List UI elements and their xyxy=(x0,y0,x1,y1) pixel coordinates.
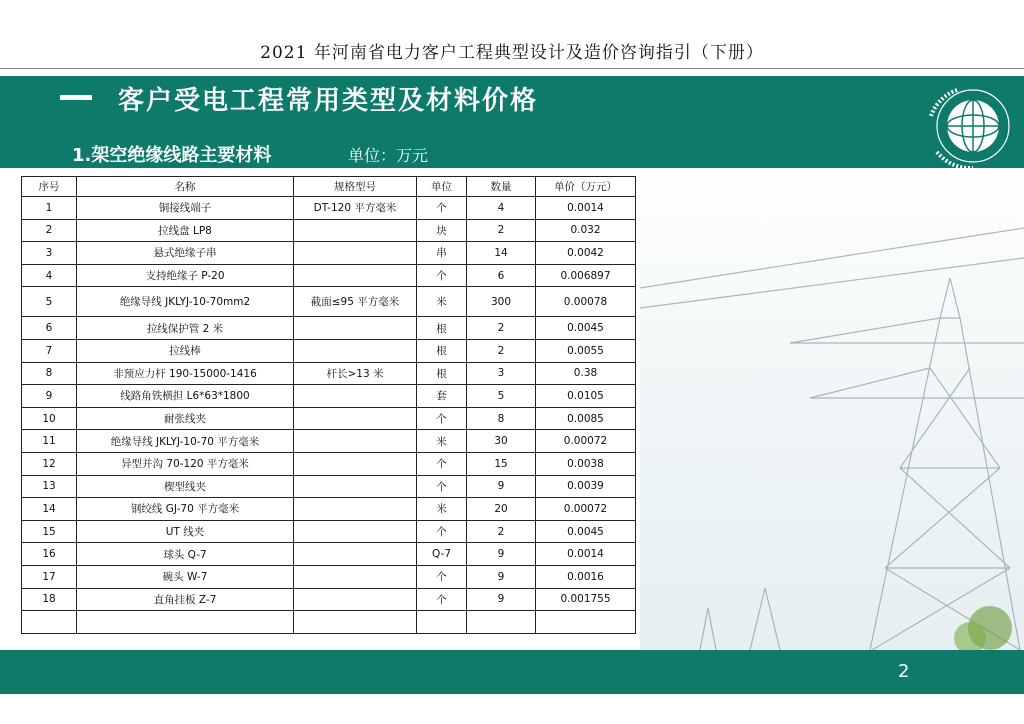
name-cell: 支持绝缘子 P-20 xyxy=(77,264,294,287)
name-cell: 绝缘导线 JKLYJ-10-70 平方毫米 xyxy=(77,430,294,453)
quantity-cell: 3 xyxy=(467,362,536,385)
name-cell: 拉线棒 xyxy=(77,339,294,362)
quantity-cell: 4 xyxy=(467,197,536,220)
name-cell: 拉线盘 LP8 xyxy=(77,219,294,242)
table-row xyxy=(22,197,636,220)
spec-cell xyxy=(294,543,417,566)
name-cell: 直角挂板 Z-7 xyxy=(77,588,294,611)
quantity-cell: 9 xyxy=(467,543,536,566)
row-number-cell: 5 xyxy=(22,287,77,317)
row-number-cell: 16 xyxy=(22,543,77,566)
row-number-cell: 17 xyxy=(22,565,77,588)
unit-label: 单位：万元 xyxy=(348,146,429,165)
table-row xyxy=(22,317,636,340)
unit-cell: 根 xyxy=(417,317,467,340)
spec-cell xyxy=(294,498,417,521)
row-number-cell: 8 xyxy=(22,362,77,385)
column-header: 单价（万元） xyxy=(536,177,636,197)
spec-cell xyxy=(294,317,417,340)
unit-cell: 个 xyxy=(417,565,467,588)
row-number-cell xyxy=(22,611,77,634)
materials-table-container xyxy=(21,176,635,634)
unit-cell: 个 xyxy=(417,197,467,220)
table-row xyxy=(22,219,636,242)
name-cell: 非预应力杆 190-15000-1416 xyxy=(77,362,294,385)
name-cell: 异型并沟 70-120 平方毫米 xyxy=(77,452,294,475)
table-row xyxy=(22,430,636,453)
spec-cell xyxy=(294,588,417,611)
spec-cell: 截面≤95 平方毫米 xyxy=(294,287,417,317)
row-number-cell: 18 xyxy=(22,588,77,611)
unit-price-cell: 0.0014 xyxy=(536,197,636,220)
row-number-cell: 11 xyxy=(22,430,77,453)
quantity-cell: 2 xyxy=(467,520,536,543)
name-cell: 耐张线夹 xyxy=(77,407,294,430)
spec-cell xyxy=(294,407,417,430)
table-row xyxy=(22,475,636,498)
name-cell: 钢绞线 GJ-70 平方毫米 xyxy=(77,498,294,521)
unit-price-cell: 0.0045 xyxy=(536,317,636,340)
unit-price-cell: 0.0039 xyxy=(536,475,636,498)
row-number-cell: 12 xyxy=(22,452,77,475)
name-cell xyxy=(77,611,294,634)
unit-cell: 块 xyxy=(417,219,467,242)
spec-cell xyxy=(294,452,417,475)
spec-cell xyxy=(294,339,417,362)
table-row xyxy=(22,520,636,543)
row-number-cell: 13 xyxy=(22,475,77,498)
spec-cell xyxy=(294,219,417,242)
spec-cell xyxy=(294,264,417,287)
unit-price-cell: 0.032 xyxy=(536,219,636,242)
section-dash xyxy=(60,95,92,100)
name-cell: UT 线夹 xyxy=(77,520,294,543)
table-row xyxy=(22,407,636,430)
spec-cell xyxy=(294,430,417,453)
table-row xyxy=(22,452,636,475)
name-cell: 楔型线夹 xyxy=(77,475,294,498)
quantity-cell: 2 xyxy=(467,339,536,362)
row-number-cell: 2 xyxy=(22,219,77,242)
row-number-cell: 4 xyxy=(22,264,77,287)
spec-cell xyxy=(294,385,417,408)
unit-cell: 套 xyxy=(417,385,467,408)
footer-bar xyxy=(0,650,1024,694)
spec-cell xyxy=(294,242,417,265)
unit-cell: 个 xyxy=(417,475,467,498)
unit-price-cell: 0.0085 xyxy=(536,407,636,430)
unit-cell: 根 xyxy=(417,362,467,385)
quantity-cell: 6 xyxy=(467,264,536,287)
spec-cell: DT-120 平方毫米 xyxy=(294,197,417,220)
column-header: 规格型号 xyxy=(294,177,417,197)
unit-price-cell: 0.38 xyxy=(536,362,636,385)
name-cell: 悬式绝缘子串 xyxy=(77,242,294,265)
table-row xyxy=(22,264,636,287)
table-row xyxy=(22,611,636,634)
table-row xyxy=(22,543,636,566)
unit-price-cell: 0.0055 xyxy=(536,339,636,362)
unit-cell: 米 xyxy=(417,287,467,317)
quantity-cell xyxy=(467,611,536,634)
row-number-cell: 3 xyxy=(22,242,77,265)
quantity-cell: 15 xyxy=(467,452,536,475)
table-row xyxy=(22,588,636,611)
sub-title: 1.架空绝缘线路主要材料 xyxy=(72,145,272,166)
document-title: 2021 年河南省电力客户工程典型设计及造价咨询指引（下册） xyxy=(260,43,764,63)
name-cell: 拉线保护管 2 米 xyxy=(77,317,294,340)
spec-cell xyxy=(294,475,417,498)
unit-price-cell: 0.006897 xyxy=(536,264,636,287)
name-cell: 铜接线端子 xyxy=(77,197,294,220)
name-cell: 球头 Q-7 xyxy=(77,543,294,566)
unit-cell: 个 xyxy=(417,588,467,611)
name-cell: 绝缘导线 JKLYJ-10-70mm2 xyxy=(77,287,294,317)
page-number: 2 xyxy=(898,661,910,682)
unit-cell: 米 xyxy=(417,430,467,453)
unit-price-cell: 0.0038 xyxy=(536,452,636,475)
row-number-cell: 10 xyxy=(22,407,77,430)
materials-table xyxy=(21,176,636,634)
spec-cell: 杆长>13 米 xyxy=(294,362,417,385)
column-header: 序号 xyxy=(22,177,77,197)
quantity-cell: 5 xyxy=(467,385,536,408)
row-number-cell: 15 xyxy=(22,520,77,543)
quantity-cell: 300 xyxy=(467,287,536,317)
quantity-cell: 14 xyxy=(467,242,536,265)
spec-cell xyxy=(294,520,417,543)
quantity-cell: 30 xyxy=(467,430,536,453)
row-number-cell: 9 xyxy=(22,385,77,408)
quantity-cell: 2 xyxy=(467,219,536,242)
column-header: 数量 xyxy=(467,177,536,197)
unit-price-cell: 0.00072 xyxy=(536,430,636,453)
spec-cell xyxy=(294,611,417,634)
unit-cell: 串 xyxy=(417,242,467,265)
unit-price-cell: 0.0105 xyxy=(536,385,636,408)
unit-price-cell: 0.0045 xyxy=(536,520,636,543)
table-row xyxy=(22,242,636,265)
spec-cell xyxy=(294,565,417,588)
row-number-cell: 6 xyxy=(22,317,77,340)
quantity-cell: 2 xyxy=(467,317,536,340)
unit-price-cell xyxy=(536,611,636,634)
table-row xyxy=(22,565,636,588)
quantity-cell: 9 xyxy=(467,588,536,611)
table-row xyxy=(22,339,636,362)
power-tower-background-image xyxy=(640,168,1024,650)
table-row xyxy=(22,287,636,317)
state-grid-logo-icon xyxy=(917,86,1015,172)
unit-cell: Q-7 xyxy=(417,543,467,566)
row-number-cell: 1 xyxy=(22,197,77,220)
unit-cell: 个 xyxy=(417,407,467,430)
quantity-cell: 9 xyxy=(467,475,536,498)
name-cell: 线路角铁横担 L6*63*1800 xyxy=(77,385,294,408)
quantity-cell: 8 xyxy=(467,407,536,430)
unit-price-cell: 0.00078 xyxy=(536,287,636,317)
quantity-cell: 20 xyxy=(467,498,536,521)
column-header: 名称 xyxy=(77,177,294,197)
row-number-cell: 7 xyxy=(22,339,77,362)
header-divider xyxy=(0,68,1024,69)
table-row xyxy=(22,362,636,385)
row-number-cell: 14 xyxy=(22,498,77,521)
column-header: 单位 xyxy=(417,177,467,197)
unit-cell: 个 xyxy=(417,264,467,287)
table-row xyxy=(22,498,636,521)
unit-price-cell: 0.0016 xyxy=(536,565,636,588)
unit-price-cell: 0.00072 xyxy=(536,498,636,521)
table-header-row xyxy=(22,177,636,197)
table-row xyxy=(22,385,636,408)
quantity-cell: 9 xyxy=(467,565,536,588)
unit-cell xyxy=(417,611,467,634)
section-title: 客户受电工程常用类型及材料价格 xyxy=(118,86,539,116)
unit-cell: 个 xyxy=(417,452,467,475)
unit-cell: 根 xyxy=(417,339,467,362)
unit-price-cell: 0.0014 xyxy=(536,543,636,566)
name-cell: 碗头 W-7 xyxy=(77,565,294,588)
unit-price-cell: 0.0042 xyxy=(536,242,636,265)
unit-cell: 米 xyxy=(417,498,467,521)
unit-cell: 个 xyxy=(417,520,467,543)
unit-price-cell: 0.001755 xyxy=(536,588,636,611)
